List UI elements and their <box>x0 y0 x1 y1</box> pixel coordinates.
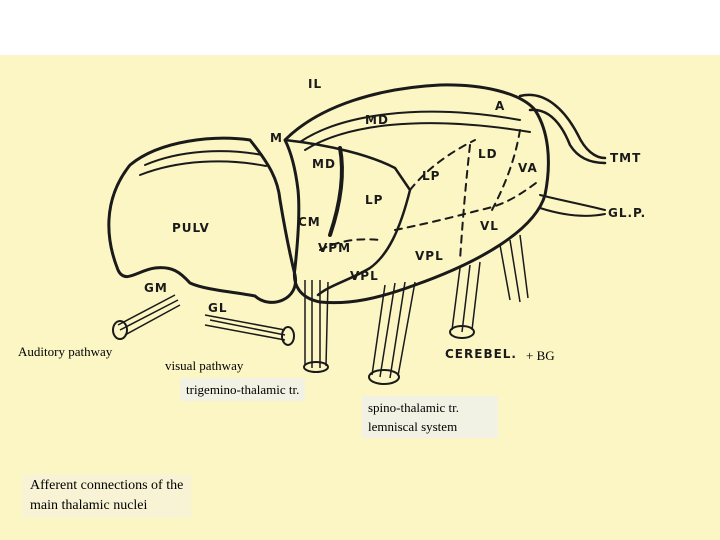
caption-trigemino-thalamic: trigemino-thalamic tr. <box>180 378 305 401</box>
label-vpl-b: VPL <box>350 269 379 283</box>
caption-lemniscal-system: lemniscal system <box>368 419 458 434</box>
label-gl: GL <box>208 301 228 315</box>
label-vpl-a: VPL <box>415 249 444 263</box>
caption-spino-thalamic: spino-thalamic tr. <box>368 400 459 415</box>
label-vl: VL <box>480 219 499 233</box>
label-m: M <box>270 131 283 145</box>
label-glp: GL.P. <box>608 206 647 220</box>
caption-spino-lemniscal-box <box>362 396 498 438</box>
label-cm: CM <box>298 215 321 229</box>
slide-title <box>22 474 191 518</box>
label-il: IL <box>308 77 323 91</box>
caption-bg: + BG <box>526 348 555 363</box>
label-lp-a: LP <box>422 169 441 183</box>
label-pulv: PULV <box>172 221 210 235</box>
tmt-tract <box>520 95 605 158</box>
label-va: VA <box>518 161 538 175</box>
label-gm: GM <box>144 281 168 295</box>
caption-visual-pathway: visual pathway <box>165 358 244 373</box>
label-md-front: MD <box>312 157 336 171</box>
label-md-top: MD <box>365 113 389 127</box>
title-line-1: Afferent connections of the <box>30 478 184 493</box>
glp-tract <box>540 195 605 210</box>
label-lp-b: LP <box>365 193 384 207</box>
label-tmt: TMT <box>610 151 642 165</box>
label-ld: LD <box>478 147 498 161</box>
caption-auditory-pathway: Auditory pathway <box>18 344 113 359</box>
label-cerebel: CEREBEL. <box>445 347 517 361</box>
dashed-border <box>410 140 475 190</box>
title-line-2: main thalamic nuclei <box>30 498 148 513</box>
label-vpm: VPM <box>318 241 352 255</box>
label-a: A <box>495 99 506 113</box>
